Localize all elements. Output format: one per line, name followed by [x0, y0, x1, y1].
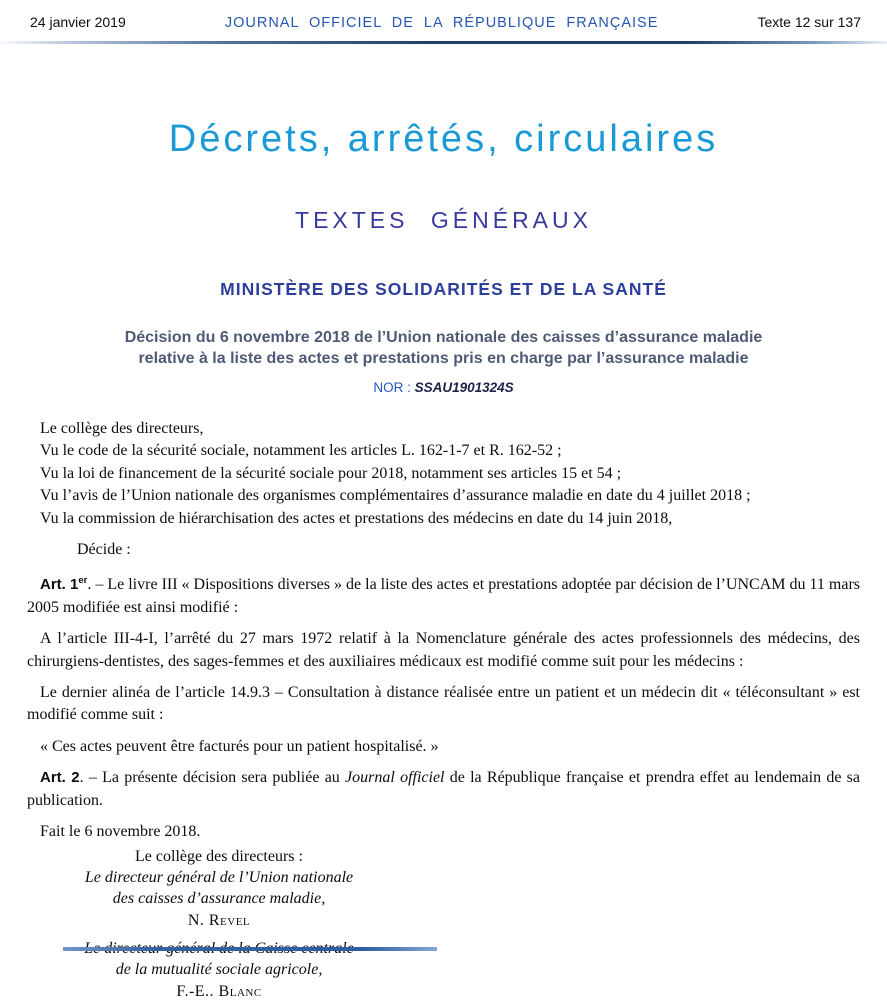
article-2-separator: . –	[79, 769, 103, 787]
signature-block	[51, 846, 387, 1002]
signer-2-name: F.-E.. Blanc	[176, 982, 262, 1000]
paragraph-dernier-alinea: Le dernier alinéa de l’article 14.9.3 – Consultation à distance réalisée entre un patient et un médecin dit « téléconsultant » est modifié comme suit :	[27, 684, 860, 724]
next-page-top-rule	[63, 947, 437, 951]
signer-2-role-line2: de la mutualité sociale agricole,	[115, 960, 323, 978]
paragraph-college: Le collège des directeurs,	[40, 420, 204, 437]
page-header	[0, 0, 887, 31]
paragraph-vu-2: Vu la loi de financement de la sécurité sociale pour 2018, notamment ses articles 15 et 54 ;	[40, 464, 622, 482]
signer-1-role-line2: des caisses d’assurance maladie,	[112, 889, 326, 907]
paragraph-article-1	[27, 570, 860, 619]
signer-1-name: N. Revel	[187, 911, 251, 929]
ministry-title: MINISTÈRE DES SOLIDARITÉS ET DE LA SANTÉ	[220, 279, 667, 299]
paragraph-vu-4: Vu la commission de hiérarchisation des actes et prestations des médecins en date du 14 juin 2018,	[40, 509, 673, 527]
header-journal-title: JOURNAL OFFICIEL DE LA RÉPUBLIQUE FRANÇAISE	[224, 15, 659, 31]
paragraph-decide: Décide :	[77, 541, 131, 559]
decision-title-line1: Décision du 6 novembre 2018 de l’Union nationale des caisses d’assurance maladie	[124, 329, 763, 346]
article-2-label: Art. 2	[40, 769, 80, 787]
paragraph-vu-3: Vu l’avis de l’Union nationale des organismes complémentaires d’assurance maladie en date du 4 juillet 2018 ;	[40, 487, 751, 505]
nor-line	[0, 380, 887, 395]
header-rule	[0, 41, 887, 44]
article-1-label: Art. 1er	[40, 575, 88, 594]
article-1-separator: . –	[87, 576, 108, 594]
main-title: Décrets, arrêtés, circulaires	[168, 118, 719, 160]
nor-value: SSAU1901324S	[414, 380, 514, 395]
decision-title	[64, 327, 824, 369]
header-date: 24 janvier 2019	[30, 14, 126, 30]
article-2-text-before: La présente décision sera publiée au	[102, 769, 346, 787]
section-title: TEXTES GÉNÉRAUX	[295, 207, 592, 233]
article-2-text-after: de la République française et prendra effet au lendemain de sa publication.	[27, 769, 860, 809]
signature-intro: Le collège des directeurs :	[135, 847, 303, 865]
decision-title-line2: relative à la liste des actes et prestations pris en charge par l’assurance maladie	[138, 350, 749, 367]
article-1-superscript: er	[78, 575, 88, 587]
paragraph-quote: « Ces actes peuvent être facturés pour un patient hospitalisé. »	[40, 737, 439, 755]
document-body	[27, 418, 860, 1002]
nor-label: NOR :	[373, 380, 415, 395]
paragraph-article-2	[27, 767, 860, 812]
paragraph-nomenclature: A l’article III-4-I, l’arrêté du 27 mars 1972 relatif à la Nomenclature générale des actes professionnels des médecins, des chirurgiens-dentistes, des sages-femmes et des auxiliaires médicaux est modifié comme suit pour les médecins :	[27, 630, 860, 670]
paragraph-vu-1: Vu le code de la sécurité sociale, notamment les articles L. 162-1-7 et R. 162-52 ;	[40, 442, 562, 460]
paragraph-fait-le: Fait le 6 novembre 2018.	[40, 823, 201, 841]
header-texte-ref: Texte 12 sur 137	[757, 14, 861, 30]
article-1-text: Le livre III « Dispositions diverses » de la liste des actes et prestations adoptée par décision de l’UNCAM du 11 mars 2005 modifiée est ainsi modifié :	[27, 576, 861, 616]
journal-officiel-italic: Journal officiel	[345, 769, 445, 787]
signer-1-role-line1: Le directeur général de l’Union nationale	[84, 868, 354, 886]
